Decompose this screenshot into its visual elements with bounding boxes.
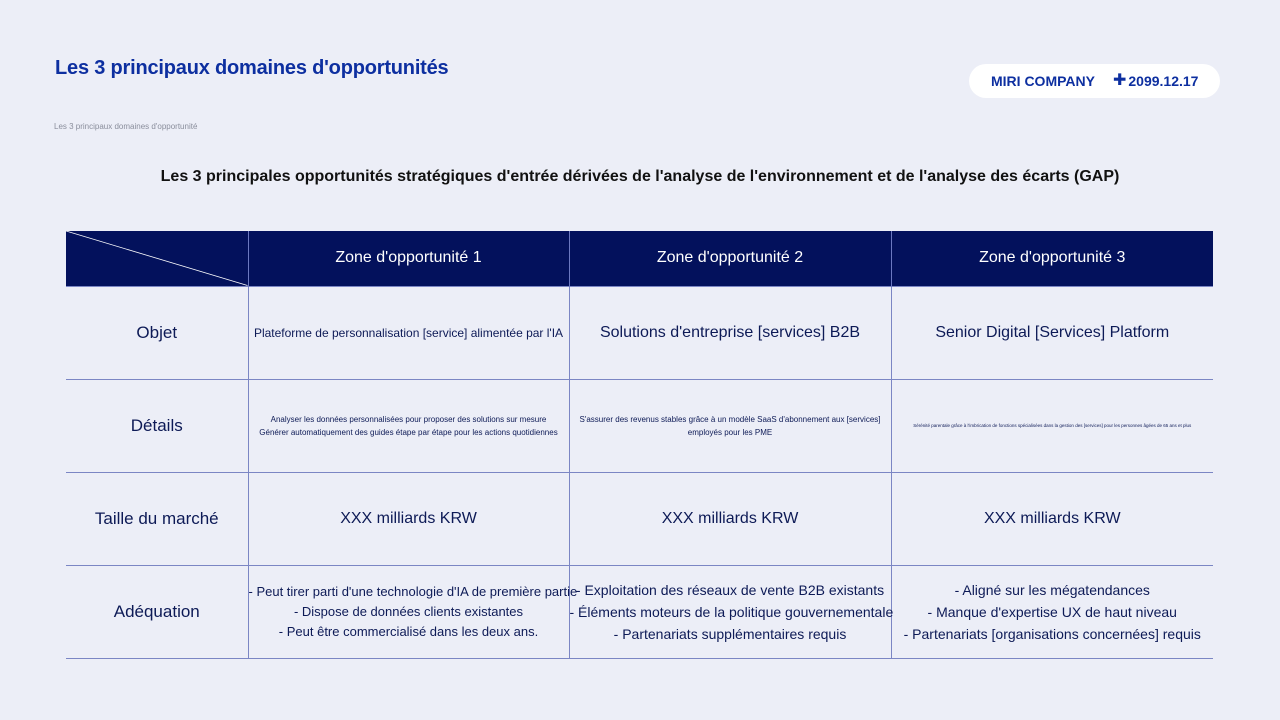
market-size-cell: XXX milliards KRW (248, 472, 569, 565)
objet-cell: Solutions d'entreprise [services] B2B (569, 286, 891, 379)
opportunities-table (66, 231, 1213, 659)
table-row-details (66, 379, 1213, 472)
company-name: MIRI COMPANY (991, 73, 1095, 89)
diagonal-divider-icon (66, 231, 248, 286)
details-cell (248, 379, 569, 472)
company-badge (969, 64, 1220, 98)
fit-line: - Partenariats supplémentaires requis (613, 625, 847, 642)
details-line: S'assurer des revenus stables grâce à un modèle SaaS d'abonnement aux [services] employés pour les PME (579, 414, 881, 437)
fit-line: - Aligné sur les mégatendances (954, 581, 1150, 598)
market-size-cell: XXX milliards KRW (891, 472, 1213, 565)
row-label: Objet (66, 286, 248, 379)
table-row-objet (66, 286, 1213, 379)
corner-cell (66, 231, 248, 286)
details-cell (891, 379, 1213, 472)
fit-cell (891, 565, 1213, 658)
page-title: Les 3 principaux domaines d'opportunités (55, 57, 449, 79)
fit-line: - Peut tirer parti d'une technologie d'IA de première partie (248, 583, 578, 599)
fit-line: - Partenariats [organisations concernées] requis (903, 625, 1201, 642)
fit-cell (248, 565, 578, 658)
fit-line: - Manque d'expertise UX de haut niveau (927, 603, 1177, 620)
date-badge (1113, 73, 1198, 89)
fit-line: - Peut être commercialisé dans les deux ans. (278, 623, 539, 639)
column-header-zone-3: Zone d'opportunité 3 (891, 231, 1213, 286)
fit-line: - Exploitation des réseaux de vente B2B existants (575, 581, 885, 598)
fit-cell (569, 565, 894, 658)
objet-cell: Plateforme de personnalisation [service] alimentée par l'IA (248, 286, 569, 379)
row-label: Adéquation (66, 565, 248, 658)
fit-line: - Dispose de données clients existantes (293, 603, 524, 619)
objet-cell: Senior Digital [Services] Platform (891, 286, 1213, 379)
column-header-zone-2: Zone d'opportunité 2 (569, 231, 891, 286)
details-line: Analyser les données personnalisées pour proposer des solutions sur mesure (270, 414, 547, 424)
table-header-row (66, 231, 1213, 286)
table-row-market-size (66, 472, 1213, 565)
section-heading: Les 3 principales opportunités stratégiques d'entrée dérivées de l'analyse de l'environnement et de l'analyse des écarts (GAP) (160, 168, 1120, 185)
date-text: 2099.12.17 (1128, 73, 1199, 89)
plus-icon: ✚ (1112, 72, 1127, 89)
market-size-cell: XXX milliards KRW (569, 472, 891, 565)
column-header-zone-1: Zone d'opportunité 1 (248, 231, 569, 286)
details-line: Générer automatiquement des guides étape par étape pour les actions quotidiennes (259, 427, 558, 437)
row-label: Taille du marché (66, 472, 248, 565)
table-row-fit (66, 565, 1213, 658)
details-line: Sérénité parentale grâce à l'imbrication de fonctions spécialisées dans la gestion des [services] pour les personnes âgées de 65 ans et plus (913, 422, 1192, 428)
details-cell (569, 379, 891, 472)
fit-line: - Éléments moteurs de la politique gouvernementale (569, 603, 894, 620)
breadcrumb: Les 3 principaux domaines d'opportunité (54, 122, 198, 131)
row-label: Détails (66, 379, 248, 472)
